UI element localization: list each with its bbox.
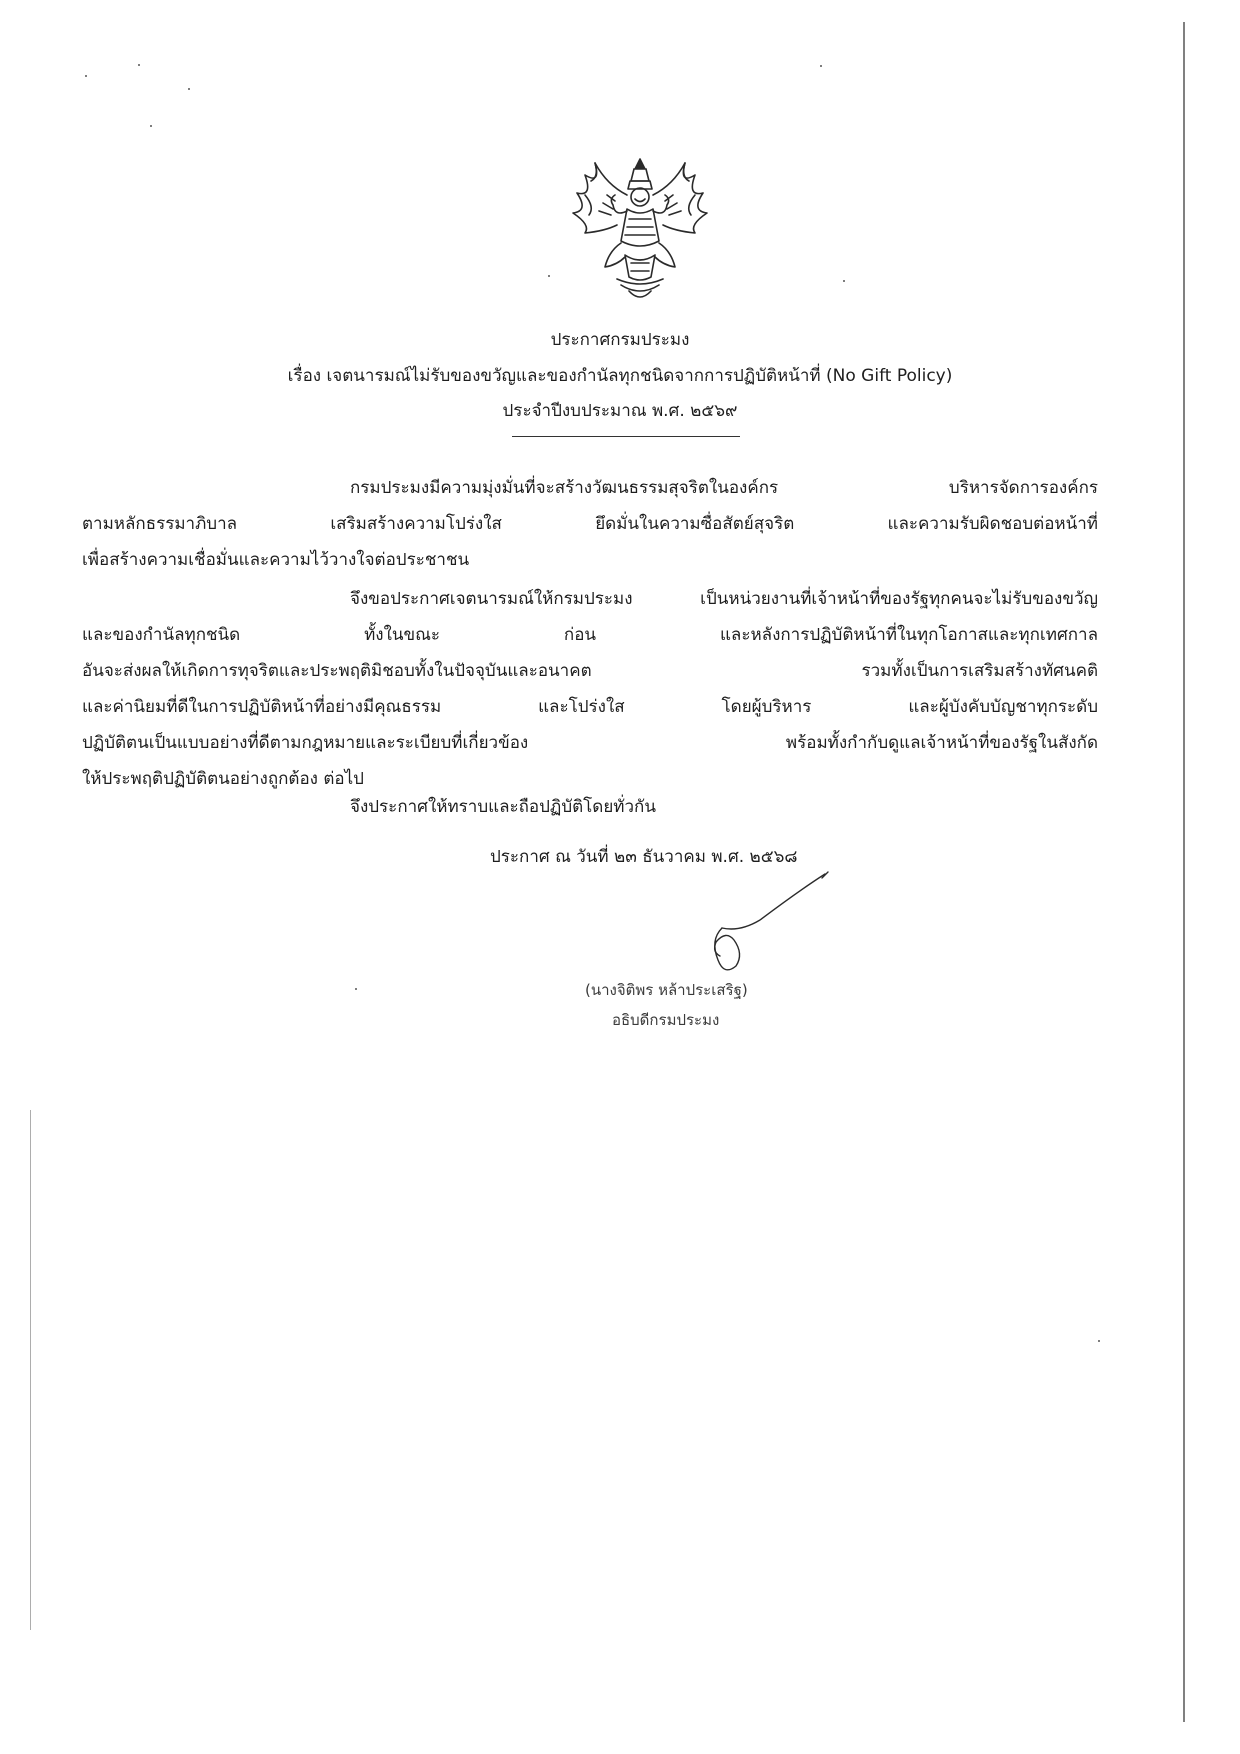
scan-speck: [150, 125, 152, 127]
scan-edge-line: [1183, 22, 1185, 1722]
paragraph-line: เพื่อสร้างความเชื่อมั่นและความไว้วางใจต่อประชาชน: [82, 550, 470, 570]
garuda-emblem: [555, 155, 725, 305]
paragraph-line: ให้ประพฤติปฏิบัติตนอย่างถูกต้อง ต่อไป: [82, 769, 364, 789]
paragraph-line: อันจะส่งผลให้เกิดการทุจริตและประพฤติมิชอบทั้งในปัจจุบันและอนาคต รวมทั้งเป็นการเสริมสร้างทัศนคติ: [82, 661, 1098, 681]
paragraph-line: และของกำนัลทุกชนิด ทั้งในขณะ ก่อน และหลังการปฏิบัติหน้าที่ในทุกโอกาสและทุกเทศกาล: [82, 625, 1098, 645]
paragraph-closing: [82, 789, 1098, 825]
title-underline: [512, 436, 740, 437]
paragraph-commitment: [82, 470, 1098, 578]
paragraph-line: ปฏิบัติตนเป็นแบบอย่างที่ดีตามกฎหมายและระเบียบที่เกี่ยวข้อง พร้อมทั้งกำกับดูแลเจ้าหน้าที่ของรัฐในสังกัด: [82, 733, 1098, 753]
scan-edge-line: [30, 1110, 31, 1630]
scan-speck: [820, 65, 822, 67]
fiscal-year-line: ประจำปีงบประมาณ พ.ศ. ๒๕๖๙: [502, 401, 738, 421]
announcement-title: ประกาศกรมประมง: [550, 330, 690, 350]
paragraph-declaration: [82, 581, 1098, 797]
scan-speck: [1098, 1340, 1100, 1342]
paragraph-line: ตามหลักธรรมาภิบาล เสริมสร้างความโปร่งใส ยึดมั่นในความซื่อสัตย์สุจริต และความรับผิดชอบต่อหน้าที่: [82, 514, 1098, 534]
paragraph-line: จึงขอประกาศเจตนารมณ์ให้กรมประมง เป็นหน่วยงานที่เจ้าหน้าที่ของรัฐทุกคนจะไม่รับของขวัญ: [350, 589, 1098, 609]
scan-speck: [85, 75, 87, 77]
announcement-subject: เรื่อง เจตนารมณ์ไม่รับของขวัญและของกำนัลทุกชนิดจากการปฏิบัติหน้าที่ (No Gift Policy): [287, 366, 953, 386]
paragraph-line: และค่านิยมที่ดีในการปฏิบัติหน้าที่อย่างมีคุณธรรม และโปร่งใส โดยผู้บริหาร และผู้บังคับบัญชาทุกระดับ: [82, 697, 1098, 717]
handwritten-signature: [650, 870, 880, 980]
paragraph-line: กรมประมงมีความมุ่งมั่นที่จะสร้างวัฒนธรรมสุจริตในองค์กร บริหารจัดการองค์กร: [350, 478, 1098, 498]
scan-speck: [138, 64, 140, 66]
scan-speck: [188, 88, 190, 90]
scan-speck: [548, 275, 550, 277]
scan-speck: [355, 988, 357, 990]
signer-position: อธิบดีกรมประมง: [612, 1011, 720, 1029]
signer-name: (นางจิติพร หล้าประเสริฐ): [585, 981, 748, 999]
scan-speck: [843, 280, 845, 282]
announcement-date: ประกาศ ณ วันที่ ๒๓ ธันวาคม พ.ศ. ๒๕๖๘: [490, 847, 798, 867]
paragraph-line: จึงประกาศให้ทราบและถือปฏิบัติโดยทั่วกัน: [350, 797, 656, 817]
